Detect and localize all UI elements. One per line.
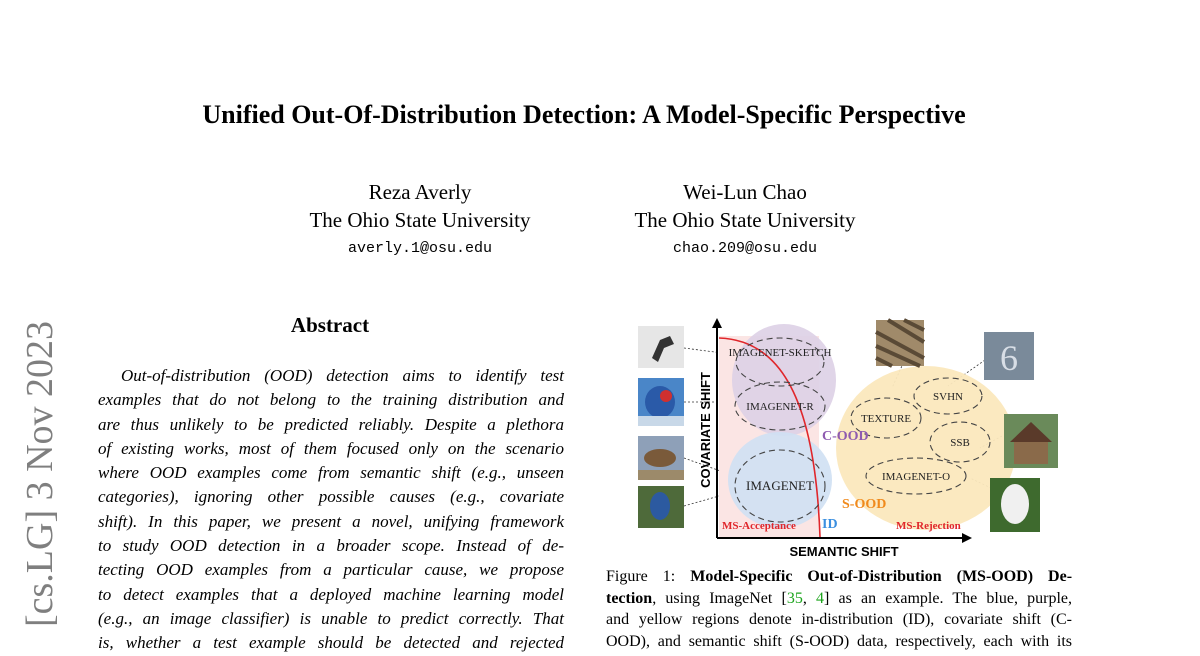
id-label: ID [822,517,838,532]
caption-line [606,566,1072,588]
abstract-body [98,364,564,656]
caption-line: and yellow regions denote in-distribution (ID), covariate shift (C- [606,611,1072,628]
purple-covariate-region [732,324,836,436]
citation-link[interactable]: 4 [816,589,824,607]
caption-bold-title-end: tection [606,589,653,607]
abstract-line: (e.g., an image classifier) is unable to predict correctly. That [98,608,564,628]
author-block-1 [290,178,550,264]
author-affiliation: The Ohio State University [634,208,856,232]
author-email[interactable]: averly.1@osu.edu [347,240,493,257]
abstract-line: is, whether a test example should be detected and rejected [98,633,564,653]
figure-caption [606,566,1072,652]
c-ood-label: C-OOD [822,429,869,444]
abstract-heading: Abstract [290,313,370,337]
caption-bold-title: Model-Specific Out-of-Distribution (MS-OOD) De- [690,568,1073,585]
imagenet-label: IMAGENET [746,478,814,493]
abstract-line: of existing works, most of them focused only on the scenario [98,438,564,458]
caption-text: ] as an example. The blue, purple, [824,589,1073,607]
author-affiliation: The Ohio State University [309,208,531,232]
abstract-line: Out-of-distribution (OOD) detection aims to identify test [121,366,564,385]
abstract-line: to study OOD detection in a broader scope. Instead of de- [98,536,564,556]
abstract-line: shift). In this paper, we present a novel, unifying framework [98,511,564,531]
ssb-label: SSB [950,437,970,449]
caption-label: Figure 1: [606,568,676,585]
thumbnail-svhn [984,332,1034,380]
ms-rejection-label: MS-Rejection [896,520,961,532]
caption-line [606,588,1072,610]
citation-link[interactable]: 35 [786,589,803,607]
author-block-2 [615,178,875,264]
abstract-line: to detect examples that a deployed machine learning model [98,584,564,604]
abstract-line: categories), ignoring other possible causes (e.g., covariate [98,487,564,507]
caption-text: , [802,589,816,607]
caption-line: OOD), and semantic shift (S-OOD) data, respectively, each with its [606,632,1072,650]
arxiv-stamp: [cs.LG] 3 Nov 2023 [19,320,61,627]
x-axis-label: SEMANTIC SHIFT [789,544,899,559]
author-email[interactable]: chao.209@osu.edu [672,240,818,257]
imagenet-r-label: IMAGENET-R [746,401,814,413]
svhn-label: SVHN [933,391,963,403]
thumbnail-photo-bird-blue [638,486,684,528]
s-ood-label: S-OOD [842,497,887,512]
author-name: Reza Averly [368,180,472,204]
thumbnail-ssb-house [1004,414,1058,468]
author-name: Wei-Lun Chao [683,180,807,204]
thumbnail-photo-bird-brown [638,436,684,480]
texture-label: TEXTURE [860,413,912,425]
abstract-line: are thus unlikely to be predicted reliably. Despite a plethora [98,414,564,434]
imagenet-o-label: IMAGENET-O [881,471,951,483]
svg-text:6: 6 [1000,338,1018,378]
caption-text: , using ImageNet [ [652,589,787,607]
abstract-line: where OOD examples come from semantic shift (e.g., unseen [98,463,564,483]
paper-title: Unified Out-Of-Distribution Detection: A Model-Specific Perspective [202,100,966,129]
thumbnail-rendition-bird [638,378,684,426]
ms-acceptance-label: MS-Acceptance [722,520,796,532]
thumbnail-sketch-bird [638,326,684,368]
y-axis-label: COVARIATE SHIFT [698,372,713,488]
imagenet-sketch-label: IMAGENET-SKETCH [728,347,832,359]
thumbnail-texture [876,320,924,366]
thumbnail-imagenet-o-flower [990,478,1040,532]
abstract-line: tecting OOD examples from a particular cause, we propose [98,560,564,580]
ms-ood-diagram [630,318,1070,563]
abstract-line: examples that do not belong to the training distribution and [98,390,564,410]
